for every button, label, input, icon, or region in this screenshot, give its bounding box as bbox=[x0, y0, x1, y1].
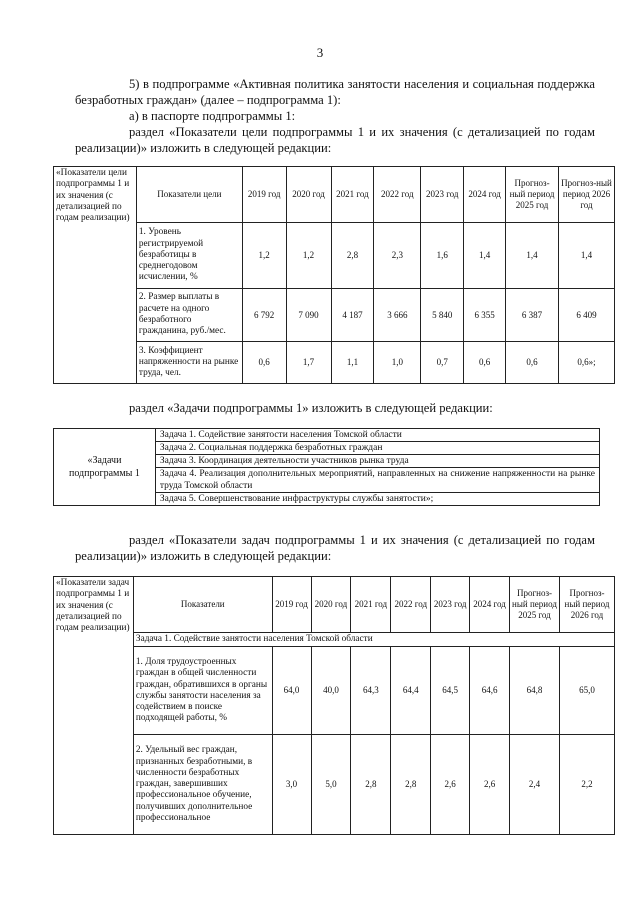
table-cell: 1,4 bbox=[559, 223, 615, 289]
column-header: 2020 год bbox=[311, 577, 351, 633]
goal-indicators-table bbox=[53, 166, 615, 384]
table-cell: 3,0 bbox=[272, 735, 311, 835]
column-header: 2019 год bbox=[272, 577, 311, 633]
column-header: 2020 год bbox=[286, 167, 331, 223]
table-cell: 6 409 bbox=[559, 289, 615, 342]
table-header-row bbox=[54, 167, 615, 223]
table-cell: 2,6 bbox=[431, 735, 470, 835]
table-cell: 65,0 bbox=[559, 647, 614, 735]
task-item: Задача 3. Координация деятельности участников рынка труда bbox=[155, 455, 599, 468]
page-number: 3 bbox=[316, 45, 324, 60]
column-header: 2022 год bbox=[374, 167, 421, 223]
column-header: 2022 год bbox=[391, 577, 431, 633]
tasks-intro-paragraph: раздел «Задачи подпрограммы 1» изложить в следующей редакции: bbox=[129, 401, 493, 415]
table-cell: 1,4 bbox=[506, 223, 559, 289]
column-header: Прогноз-ный период 2025 год bbox=[506, 167, 559, 223]
table-header-row bbox=[54, 577, 615, 633]
table-cell: 6 792 bbox=[242, 289, 286, 342]
column-header: 2021 год bbox=[351, 577, 391, 633]
table-cell: 40,0 bbox=[311, 647, 351, 735]
table-cell: 0,7 bbox=[421, 342, 464, 384]
table-cell: 1,1 bbox=[331, 342, 374, 384]
column-header: Прогноз-ный период 2026 год bbox=[559, 577, 614, 633]
table-cell: 4 187 bbox=[331, 289, 374, 342]
indicator-name: 1. Уровень регистрируемой безработицы в среднегодовом исчислении, % bbox=[136, 223, 242, 289]
intro-paragraph-2: а) в паспорте подпрограммы 1: bbox=[129, 109, 296, 123]
table-cell: 2,2 bbox=[559, 735, 614, 835]
table-cell: 0,6 bbox=[464, 342, 506, 384]
column-header: 2023 год bbox=[431, 577, 470, 633]
table-cell: 64,4 bbox=[391, 647, 431, 735]
table-cell: 64,3 bbox=[351, 647, 391, 735]
intro-paragraph-3: раздел «Показатели цели подпрограммы 1 и их значения (с детализацией по годам реализации)» изложить в следующей редакции: bbox=[75, 125, 595, 155]
table-cell: 64,0 bbox=[272, 647, 311, 735]
table-row bbox=[54, 223, 615, 289]
table-cell: 6 387 bbox=[506, 289, 559, 342]
table-cell: 1,6 bbox=[421, 223, 464, 289]
table-cell: 64,8 bbox=[510, 647, 560, 735]
column-header: 2024 год bbox=[470, 577, 510, 633]
table-cell: 1,2 bbox=[286, 223, 331, 289]
table-cell: 0,6»; bbox=[559, 342, 615, 384]
task-indicators-intro-paragraph: раздел «Показатели задач подпрограммы 1 и их значения (с детализацией по годам реализации)» изложить в следующей редакции: bbox=[75, 533, 595, 563]
column-header: Прогноз-ный период 2025 год bbox=[510, 577, 560, 633]
column-header: 2024 год bbox=[464, 167, 506, 223]
table-cell: 1,0 bbox=[374, 342, 421, 384]
column-header: 2019 год bbox=[242, 167, 286, 223]
table-cell: 2,4 bbox=[510, 735, 560, 835]
intro-paragraph-1: 5) в подпрограмме «Активная политика занятости населения и социальная поддержка безработных граждан» (далее – подпрограмма 1): bbox=[75, 77, 595, 107]
task-heading: Задача 1. Содействие занятости населения Томской области bbox=[133, 633, 614, 647]
table-cell: 64,6 bbox=[470, 647, 510, 735]
table-cell: 3 666 bbox=[374, 289, 421, 342]
table-cell: 5 840 bbox=[421, 289, 464, 342]
table-cell: 1,4 bbox=[464, 223, 506, 289]
table-left-label: «Показатели цели подпрограммы 1 и их значения (с детализацией по годам реализации) bbox=[54, 167, 137, 384]
table-cell: 0,6 bbox=[506, 342, 559, 384]
table-row bbox=[54, 429, 600, 442]
table-row bbox=[54, 342, 615, 384]
column-header: Показатели bbox=[133, 577, 272, 633]
table-cell: 2,8 bbox=[331, 223, 374, 289]
column-header: 2023 год bbox=[421, 167, 464, 223]
table-cell: 64,5 bbox=[431, 647, 470, 735]
column-header: Показатели цели bbox=[136, 167, 242, 223]
table-left-label: «Показатели задач подпрограммы 1 и их значения (с детализацией по годам реализации) bbox=[54, 577, 134, 835]
task-indicators-table bbox=[53, 576, 615, 835]
table-row bbox=[54, 647, 615, 735]
tasks-table bbox=[53, 428, 600, 506]
table-row bbox=[54, 289, 615, 342]
table-cell: 2,8 bbox=[391, 735, 431, 835]
table-cell: 7 090 bbox=[286, 289, 331, 342]
table-cell: 0,6 bbox=[242, 342, 286, 384]
indicator-name: 2. Размер выплаты в расчете на одного безработного гражданина, руб./мес. bbox=[136, 289, 242, 342]
indicator-name: 3. Коэффициент напряженности на рынке труда, чел. bbox=[136, 342, 242, 384]
table-cell: 1,2 bbox=[242, 223, 286, 289]
table-cell: 2,3 bbox=[374, 223, 421, 289]
indicator-name: 1. Доля трудоустроенных граждан в общей численности граждан, обратившихся в органы службы занятости населения за содействием в поиске подходящей работы, % bbox=[133, 647, 272, 735]
task-heading-row bbox=[54, 633, 615, 647]
task-item: Задача 2. Социальная поддержка безработных граждан bbox=[155, 442, 599, 455]
table-left-label: «Задачи подпрограммы 1 bbox=[54, 429, 156, 506]
table-cell: 6 355 bbox=[464, 289, 506, 342]
table-cell: 2,8 bbox=[351, 735, 391, 835]
table-row bbox=[54, 735, 615, 835]
task-item: Задача 5. Совершенствование инфраструктуры службы занятости»; bbox=[155, 493, 599, 506]
task-item: Задача 4. Реализация дополнительных мероприятий, направленных на снижение напряженности на рынке труда Томской области bbox=[155, 468, 599, 493]
table-cell: 5,0 bbox=[311, 735, 351, 835]
column-header: Прогноз-ный период 2026 год bbox=[559, 167, 615, 223]
table-cell: 1,7 bbox=[286, 342, 331, 384]
indicator-name: 2. Удельный вес граждан, признанных безработными, в численности безработных граждан, завершивших профессиональное обучение, получивших дополнительное профессиональное bbox=[133, 735, 272, 835]
column-header: 2021 год bbox=[331, 167, 374, 223]
task-item: Задача 1. Содействие занятости населения Томской области bbox=[155, 429, 599, 442]
table-cell: 2,6 bbox=[470, 735, 510, 835]
